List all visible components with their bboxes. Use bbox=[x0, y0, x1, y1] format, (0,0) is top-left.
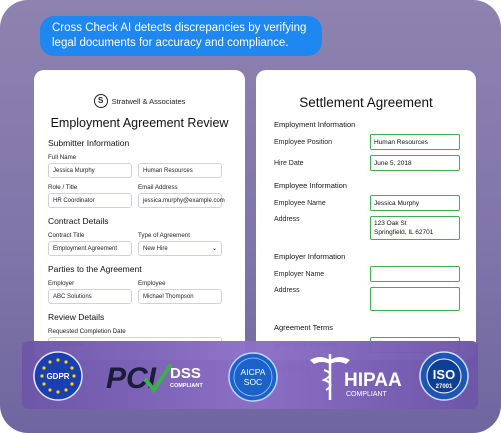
email-label: Email Address bbox=[138, 184, 178, 191]
section-employer: Employer Information bbox=[274, 252, 346, 261]
employee-label: Employee bbox=[138, 280, 166, 287]
iso-text: ISO bbox=[432, 367, 456, 382]
agreement-type-value: New Hire bbox=[143, 246, 168, 252]
department-input[interactable]: Human Resources bbox=[138, 163, 222, 178]
chevron-down-icon: ⌄ bbox=[211, 246, 217, 252]
form-title: Employment Agreement Review bbox=[50, 116, 229, 130]
position-label: Employee Position bbox=[274, 138, 332, 146]
address-label: Address bbox=[274, 216, 300, 223]
employer-label: Employer bbox=[48, 280, 75, 287]
gdpr-text: GDPR bbox=[46, 372, 70, 381]
hipaa-text: HIPAA bbox=[344, 370, 402, 391]
document-title: Settlement Agreement bbox=[299, 95, 433, 110]
employer-name-field[interactable] bbox=[370, 266, 460, 282]
section-employee: Employee Information bbox=[274, 181, 347, 190]
section-employment: Employment Information bbox=[274, 120, 356, 129]
full-name-input[interactable]: Jessica Murphy bbox=[48, 163, 132, 178]
employer-address-field[interactable] bbox=[370, 287, 460, 311]
address-field[interactable] bbox=[370, 216, 460, 240]
brand bbox=[34, 93, 245, 109]
employer-address-label: Address bbox=[274, 287, 300, 294]
contract-title-input[interactable]: Employment Agreement bbox=[48, 241, 132, 256]
aicpa-text: AICPA bbox=[240, 367, 266, 377]
pci-dss-badge-icon bbox=[104, 356, 216, 398]
iso-badge-icon bbox=[419, 351, 469, 401]
agreement-type-select[interactable] bbox=[138, 241, 222, 256]
contract-title-label: Contract Title bbox=[48, 232, 85, 239]
brand-logo-icon: S bbox=[94, 94, 108, 108]
address-line-1: 123 Oak St bbox=[374, 220, 407, 227]
hipaa-compliant-text: COMPLIANT bbox=[346, 391, 387, 398]
role-label: Role / Title bbox=[48, 184, 78, 191]
brand-name: Stratwell & Associates bbox=[111, 96, 186, 106]
soc-text: SOC bbox=[243, 377, 263, 387]
section-submitter: Submitter Information bbox=[48, 138, 130, 148]
employment-review-form bbox=[34, 70, 245, 360]
gdpr-badge-icon bbox=[33, 351, 83, 401]
role-input[interactable]: HR Coordinator bbox=[48, 193, 132, 208]
dss-compliant-text: COMPLIANT bbox=[170, 383, 203, 389]
hire-date-field[interactable]: June 5, 2018 bbox=[370, 155, 460, 171]
employee-input[interactable]: Michael Thompson bbox=[138, 289, 222, 304]
iso-number-text: 27001 bbox=[435, 384, 453, 390]
info-banner bbox=[40, 16, 322, 56]
completion-date-label: Requested Completion Date bbox=[48, 328, 126, 335]
section-terms: Agreement Terms bbox=[274, 323, 334, 332]
employer-name-label: Employer Name bbox=[274, 270, 325, 278]
settlement-agreement-document bbox=[256, 70, 476, 360]
agreement-type-label: Type of Agreement bbox=[138, 232, 190, 239]
hire-date-label: Hire Date bbox=[274, 159, 304, 167]
section-review: Review Details bbox=[48, 312, 105, 322]
dss-text: DSS bbox=[170, 365, 201, 382]
employer-input[interactable]: ABC Solutions bbox=[48, 289, 132, 304]
full-name-label: Full Name bbox=[48, 154, 77, 161]
address-line-2: Springfield, IL 62701 bbox=[374, 229, 434, 236]
banner-text: Cross Check AI detects discrepancies by verifying legal documents for accuracy and compliance. bbox=[52, 22, 307, 49]
employee-name-field[interactable]: Jessica Murphy bbox=[370, 195, 460, 211]
email-input[interactable]: jessica.murphy@example.com bbox=[138, 193, 222, 208]
section-contract: Contract Details bbox=[48, 216, 109, 226]
aicpa-soc-badge-icon bbox=[228, 351, 278, 403]
pci-text: PCI bbox=[106, 362, 157, 395]
hipaa-badge-icon bbox=[300, 350, 402, 404]
employee-name-label: Employee Name bbox=[274, 199, 326, 207]
position-field[interactable]: Human Resources bbox=[370, 134, 460, 150]
section-parties: Parties to the Agreement bbox=[48, 264, 142, 274]
